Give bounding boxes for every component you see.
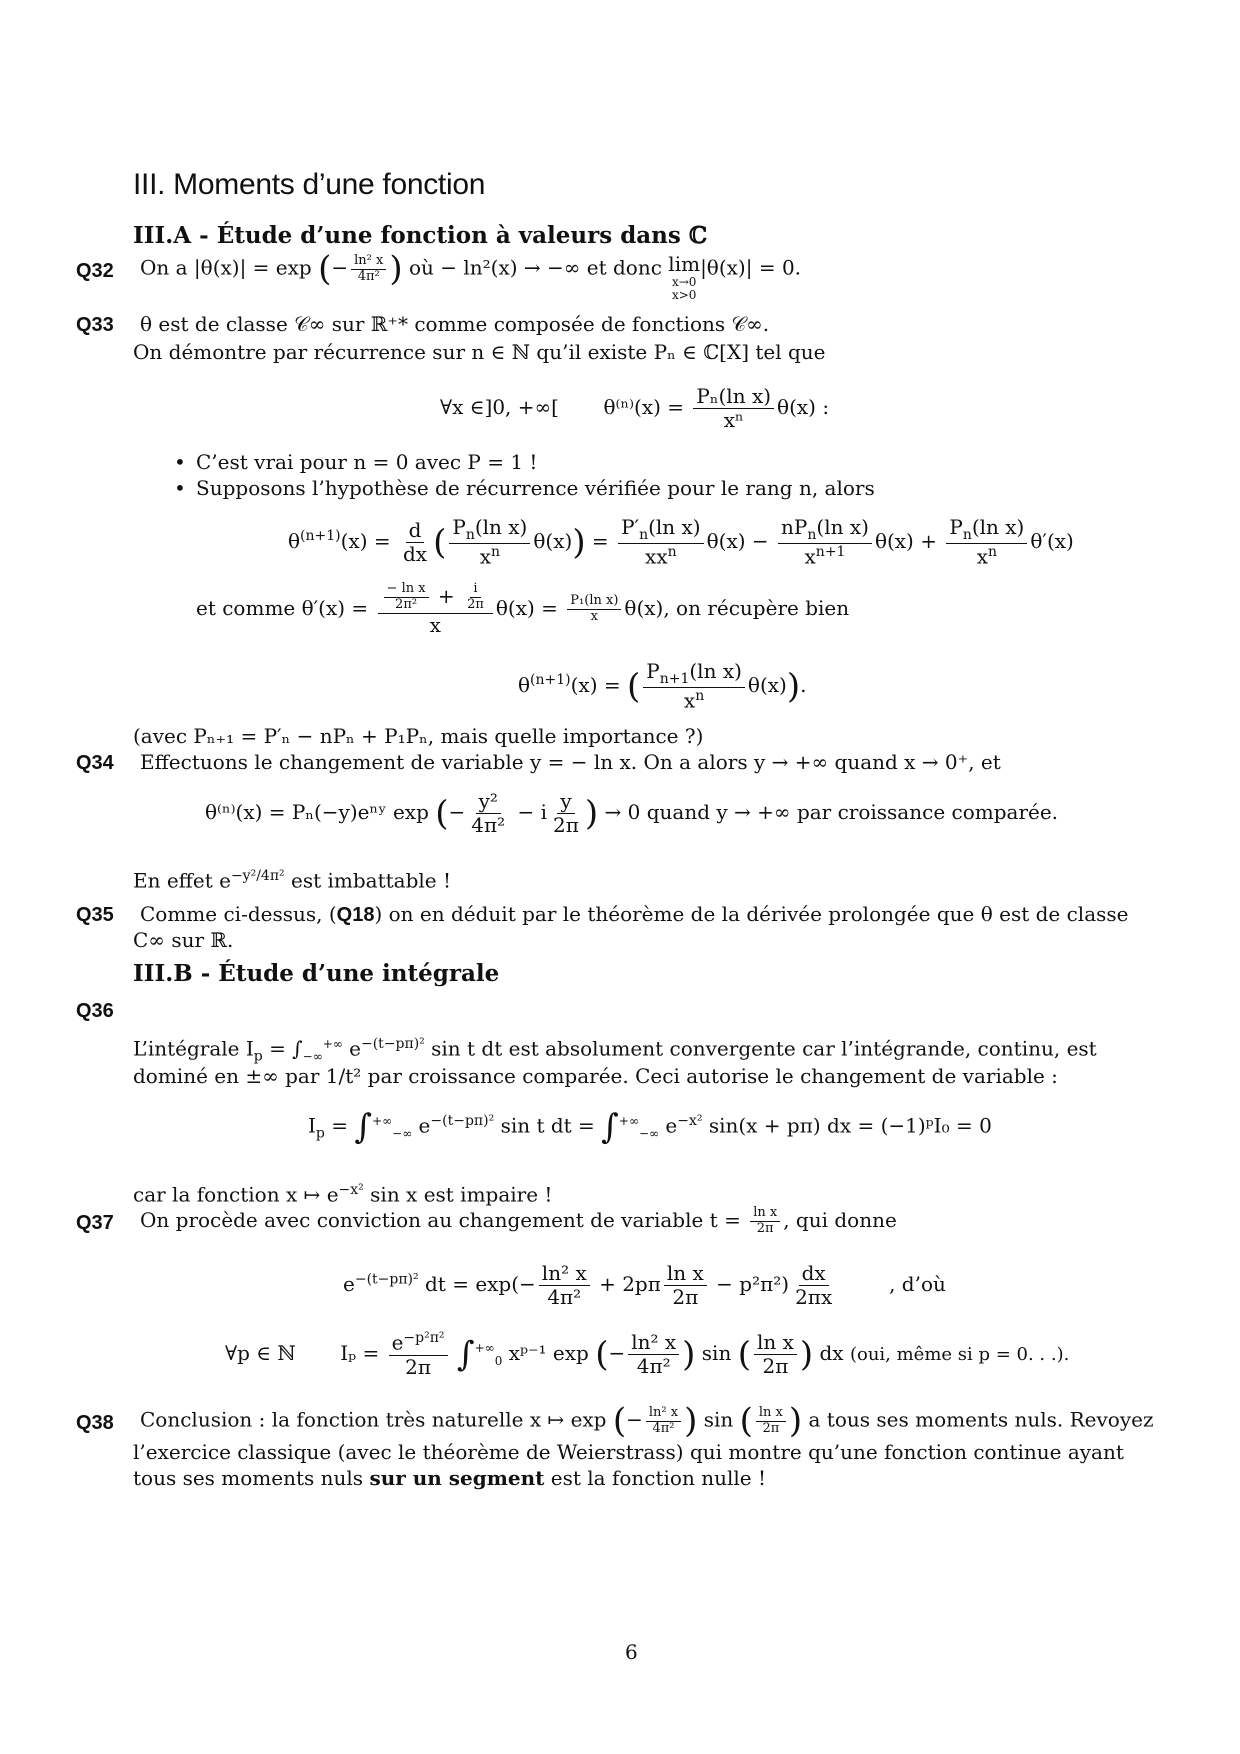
q35-line2: C∞ sur ℝ. (133, 928, 234, 952)
subsection-title-b: III.B - Étude d’une intégrale (133, 960, 500, 987)
question-label: Q32 (76, 260, 114, 282)
q33-note: (avec Pₙ₊₁ = P′ₙ − nPₙ + P₁Pₙ, mais quelle importance ?) (133, 724, 704, 748)
subsection-title-a: III.A - Étude d’une fonction à valeurs dans ℂ (133, 222, 708, 249)
q33-line1: θ est de classe 𝒞∞ sur ℝ⁺* comme composée de fonctions 𝒞∞. (140, 312, 770, 336)
question-label: Q33 (76, 314, 114, 336)
q34-line1: Effectuons le changement de variable y = − ln x. On a alors y → +∞ quand x → 0⁺, et (140, 750, 1001, 774)
q33-eq1: ∀x ∈]0, +∞[ θ⁽ⁿ⁾(x) = $\frac{\text{Pₙ(ln x)}}{\text{xⁿ}}$ θ(x) : (440, 384, 830, 432)
q33-eq2: $\theta^{(n+1)}(x)$ = $\frac{d}{dx}$ ( $\frac{P_n(\ln x)}{x^n}$ θ(x)) = $\frac{P'_n(\ln x)}{xx^n}$ θ(x) − $\frac{nP_n(\ln x)}{x^{n+1}}$ θ(x) + $\frac{P_n(\ln x)}{x^n}$ θ′(x) (288, 515, 1074, 569)
q36-line1: L’intégrale $I_p = \int_{-\infty}^{+\infty}$ $e^{-(t-p\pi)^2}$ sin t dt est absolument convergente car l’intégrande, continu, est (133, 1036, 1097, 1065)
q36-line3: car la fonction x ↦ $e^{-x^2}$ sin x est impaire ! (133, 1182, 553, 1207)
q37-eq2: ∀p ∈ ℕ Iₚ = $\frac{e^{-p^2\pi^2}}{2\pi}$ $\int^{+\infty}_0$ xᵖ⁻¹ exp (− $\frac{\text{ln² x}}{\text{4π²}}$ ) sin ( $\frac{\text{ln x}}{2\pi}$ ) dx (oui, même si p = 0. . .). (225, 1329, 1070, 1379)
q32-text: On a |θ(x)| = exp (− $\frac{\text{ln² x}}{\text{4π²}}$ ) où − ln²(x) → −∞ et donc lim x→0 x>0 |θ(x)| = 0. (140, 249, 802, 302)
question-label: Q35 (76, 904, 114, 926)
q38-line1: Conclusion : la fonction très naturelle x ↦ exp (− $\frac{\text{ln² x}}{\text{4π²}}$ ) sin ( $\frac{\text{ln x}}{2\pi}$ ) a tous ses moments nuls. Revoyez (140, 1401, 1154, 1441)
q38-line2: l’exercice classique (avec le théorème de Weierstrass) qui montre qu’une fonction continue ayant (133, 1440, 1124, 1464)
section-title: III. Moments d’une fonction (133, 168, 486, 201)
q35-line1: Comme ci-dessus, (Q18) on en déduit par le théorème de la dérivée prolongée que θ est de classe (140, 902, 1129, 926)
list-item: • Supposons l’hypothèse de récurrence vérifiée pour le rang n, alors (196, 476, 875, 500)
question-label: Q34 (76, 752, 114, 774)
question-label: Q37 (76, 1212, 114, 1234)
q36-eq: $I_p = \int^{+\infty}_{-\infty}$ $e^{-(t-p\pi)^2}$ sin t dt = $\int^{+\infty}_{-\infty}$ $e^{-x^2}$ sin(x + pπ) dx = (−1)ᵖI₀ = 0 (308, 1107, 992, 1147)
q34-line2: En effet $e^{-y^2/4\pi^2}$ est imbattable ! (133, 868, 452, 893)
page-number: 6 (625, 1640, 638, 1664)
q34-eq: θ⁽ⁿ⁾(x) = Pₙ(−y)eⁿʸ exp (− $\frac{\text{y²}}{\text{4π²}}$ − i $\frac{y}{2\pi}$ ) → 0 quand y → +∞ par croissance comparée. (205, 789, 1059, 837)
q33-eq3: $\theta^{(n+1)}(x)$ = ( $\frac{P_{n+1}(\ln x)}{x^n}$ θ(x)). (518, 659, 807, 713)
q33-line3: et comme θ′(x) = $\frac{\text{− ln x}}{\text{2π²}}$ + $\frac{i}{2\pi}$ x θ(x) = $\frac{\text{P₁(ln x)}}{x}$ θ(x), on récupère bien (196, 581, 850, 637)
q38-line3: tous ses moments nuls sur un segment est la fonction nulle ! (133, 1466, 766, 1490)
q36-line2: dominé en ±∞ par 1/t² par croissance comparée. Ceci autorise le changement de variable : (133, 1064, 1058, 1088)
question-label: Q38 (76, 1412, 114, 1434)
q33-line2: On démontre par récurrence sur n ∈ ℕ qu’il existe Pₙ ∈ ℂ[X] tel que (133, 340, 826, 364)
question-label: Q36 (76, 1000, 114, 1022)
q37-eq1: $e^{-(t-p\pi)^2}$ dt = exp(− $\frac{\text{ln² x}}{\text{4π²}}$ + 2pπ $\frac{\text{ln x}}{2\pi}$ − p²π²) $\frac{dx}{2\pi x}$ , d’où (343, 1261, 946, 1309)
q37-line1: On procède avec conviction au changement de variable t = $\frac{\text{ln x}}{2\pi}$ , qui donne (140, 1205, 897, 1236)
list-item: • C’est vrai pour n = 0 avec P = 1 ! (196, 450, 537, 474)
